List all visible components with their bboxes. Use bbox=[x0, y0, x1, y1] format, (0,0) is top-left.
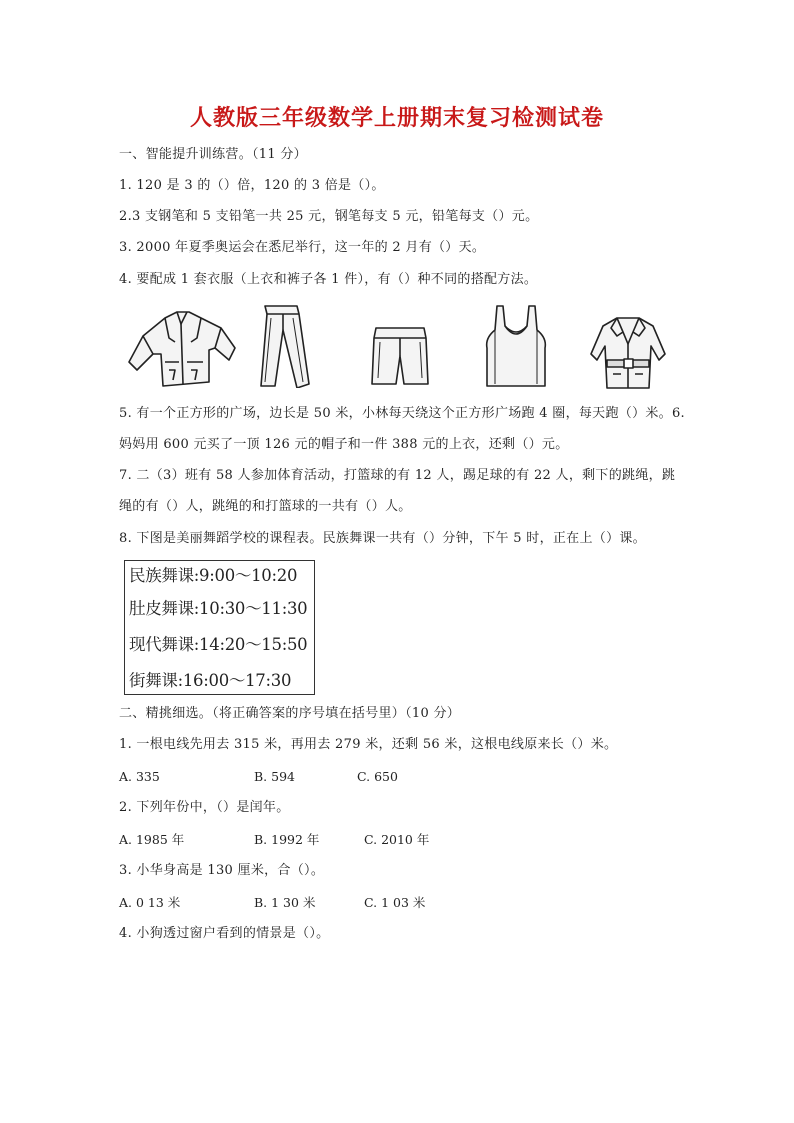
option-c: C. 2010 年 bbox=[364, 832, 430, 847]
option-b: B. 1992 年 bbox=[254, 832, 320, 847]
option-c: C. 650 bbox=[357, 769, 398, 784]
question-1-3: 3. 2000 年夏季奥运会在悉尼举行，这一年的 2 月有（）天。 bbox=[119, 240, 486, 255]
question-2-3: 3. 小华身高是 130 厘米，合（）。 bbox=[119, 863, 325, 878]
clothing-pictures bbox=[125, 304, 685, 392]
jacket-icon bbox=[125, 304, 237, 388]
option-c: C. 1 03 米 bbox=[364, 895, 426, 910]
shorts-icon bbox=[370, 326, 430, 388]
question-1-5-line-1: 5. 有一个正方形的广场，边长是 50 米，小林每天绕这个正方形广场跑 4 圈，每天跑（）米。6. bbox=[119, 406, 685, 421]
section-2-heading: 二、精挑细选。（将正确答案的序号填在括号里）（10 分） bbox=[119, 706, 461, 721]
trousers-icon bbox=[253, 304, 317, 388]
section-1-heading: 一、智能提升训练营。（11 分） bbox=[119, 147, 307, 162]
option-a: A. 0 13 米 bbox=[119, 895, 181, 910]
option-a: A. 1985 年 bbox=[119, 832, 185, 847]
question-1-7-line-2: 绳的有（）人，跳绳的和打篮球的一共有（）人。 bbox=[119, 499, 412, 514]
question-1-1: 1. 120 是 3 的（）倍，120 的 3 倍是（）。 bbox=[119, 178, 385, 193]
question-1-5-line-2: 妈妈用 600 元买了一顶 126 元的帽子和一件 388 元的上衣，还剩（）元。 bbox=[119, 437, 569, 452]
question-2-1: 1. 一根电线先用去 315 米，再用去 279 米，还剩 56 米，这根电线原来长（）米。 bbox=[119, 737, 618, 752]
coat-icon bbox=[587, 314, 669, 390]
question-1-4: 4. 要配成 1 套衣服（上衣和裤子各 1 件），有（）种不同的搭配方法。 bbox=[119, 272, 538, 287]
tank-top-icon bbox=[483, 304, 549, 388]
option-b: B. 1 30 米 bbox=[254, 895, 316, 910]
question-1-2: 2.3 支钢笔和 5 支铅笔一共 25 元，钢笔每支 5 元，铅笔每支（）元。 bbox=[119, 209, 539, 224]
schedule-row: 现代舞课:14:20～15:50 bbox=[129, 635, 308, 654]
option-a: A. 335 bbox=[119, 769, 160, 784]
dance-schedule-table bbox=[124, 560, 315, 695]
schedule-row: 街舞课:16:00～17:30 bbox=[129, 671, 292, 690]
schedule-row: 民族舞课:9:00～10:20 bbox=[129, 566, 298, 585]
page-title: 人教版三年级数学上册期末复习检测试卷 bbox=[189, 106, 604, 131]
question-2-4: 4. 小狗透过窗户看到的情景是（）。 bbox=[119, 926, 330, 941]
schedule-row: 肚皮舞课:10:30～11:30 bbox=[129, 599, 308, 618]
question-2-2: 2. 下列年份中，（）是闰年。 bbox=[119, 800, 290, 815]
question-1-7-line-1: 7. 二（3）班有 58 人参加体育活动，打篮球的有 12 人，踢足球的有 22 人，剩下的跳绳，跳 bbox=[119, 468, 676, 483]
question-1-8: 8. 下图是美丽舞蹈学校的课程表。民族舞课一共有（）分钟，下午 5 时，正在上（）课。 bbox=[119, 531, 646, 546]
option-b: B. 594 bbox=[254, 769, 295, 784]
